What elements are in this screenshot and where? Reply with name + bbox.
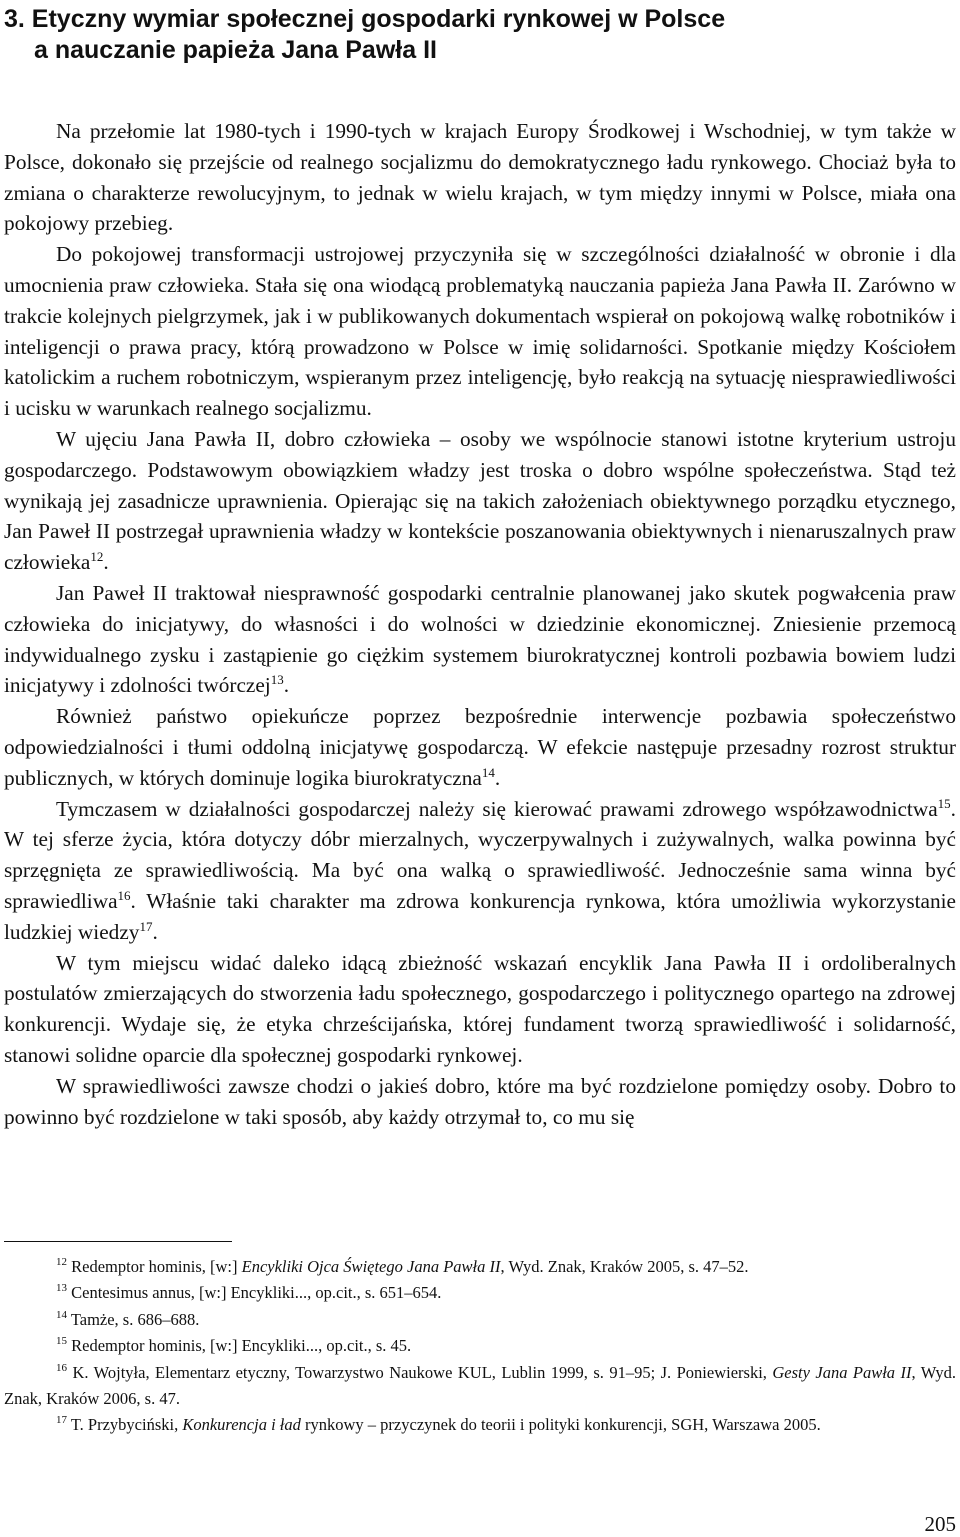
- text-run: , Wyd. Znak, Kraków 2006, s. 47.: [4, 1362, 956, 1409]
- footnote: [4, 1360, 956, 1413]
- paragraph: [4, 1071, 956, 1133]
- text-run: .: [152, 919, 158, 944]
- italic-title: Konkurencja i ład: [182, 1415, 301, 1435]
- paragraph: [4, 116, 956, 239]
- document-page: [4, 0, 956, 1132]
- text-run: Jan Paweł II traktował niesprawność gospodarki centralnie planowanej jako skutek pogwałcenia praw człowieka do inicjatywy, do własności i do wolności w dziedzinie ekonomicznej. Zniesienie przemocą indywidualnego zysku i zastąpienie go ciężkim systemem biurokratycznej kontroli pozbawia bowiem ludzi inicjatywy i zdolności twórczej: [4, 580, 956, 698]
- page-number: 205: [924, 1512, 956, 1536]
- text-run: .: [283, 673, 290, 698]
- footnote-reference: 14: [481, 764, 495, 780]
- paragraph: [4, 948, 956, 1071]
- footnote-reference: 13: [270, 672, 284, 688]
- text-run: Również państwo opiekuńcze poprzez bezpośrednie interwencje pozbawia społeczeństwo odpowiedzialności i tłumi oddolną inicjatywę gospodarczą. W efekcie następuje przesadny rozrost struktur publicznych, w których dominuje logika biurokratyczna: [4, 704, 956, 790]
- footnote-reference: 12: [90, 549, 104, 565]
- italic-title: Encykliki Ojca Świętego Jana Pawła II: [241, 1257, 501, 1276]
- chapter-heading: [4, 4, 956, 66]
- footnote-reference: 12: [56, 1256, 67, 1268]
- text-run: Tymczasem w działalności gospodarczej należy się kierować prawami zdrowego współzawodnictwa: [56, 796, 938, 821]
- text-run: W sprawiedliwości zawsze chodzi o jakieś dobro, które ma być rozdzielone pomiędzy osoby. Dobro to powinno być rozdzielone w taki sposób, aby każdy otrzymał to, co mu się: [4, 1073, 956, 1129]
- paragraph: [4, 239, 956, 424]
- footnote-reference: 16: [56, 1361, 67, 1374]
- text-run: Na przełomie lat 1980-tych i 1990-tych w krajach Europy Środkowej i Wschodniej, w tym także w Polsce, dokonało się przejście od realnego socjalizmu do demokratycznego ładu rynkowego. Chociaż była to zmiana o charakterze rewolucyjnym, to jednak w wielu krajach, w tym między innymi w Polsce, miała ona pokojowy przebieg.: [4, 119, 956, 236]
- footnote-reference: 15: [937, 795, 951, 811]
- footnote-reference: 17: [139, 918, 153, 934]
- text-run: rynkowy – przyczynek do teorii i polityki konkurencji, SGH, Warszawa 2005.: [300, 1415, 821, 1435]
- text-run: W ujęciu Jana Pawła II, dobro człowieka – osoby we wspólnocie stanowi istotne kryterium ustroju gospodarczego. Podstawowym obowiązkiem władzy jest troska o dobro wspólne społeczeństwa. Stąd też wynikają jej zasadnicze uprawnienia. Opierając się na takich założeniach obiektywnego porządku etycznego, Jan Paweł II postrzegał uprawnienia władzy w kontekście poszanowania obiektywnych i nienaruszalnych praw człowieka: [4, 426, 956, 575]
- footnote: [4, 1280, 956, 1306]
- text-run: . W tej sferze życia, która dotyczy dóbr mierzalnych, wyczerpywalnych i zużywalnych, walka powinna być sprzęgnięta ze sprawiedliwością. Ma być ona walką o sprawiedliwość. Jednocześnie sama winna być sprawiedliwa: [4, 796, 956, 913]
- paragraph: [4, 701, 956, 793]
- paragraph: [4, 424, 956, 578]
- text-run: Do pokojowej transformacji ustrojowej przyczyniła się w szczególności działalność w obronie i dla umocnienia praw człowieka. Stała się ona wiodącą problematyką nauczania papieża Jana Pawła II. Zarówno w trakcie kolejnych pielgrzymek, jak i w publikowanych dokumentach wspierał on pokojową walkę robotników i inteligencji o prawa pracy, którą prowadzono w Polsce w imię solidarności. Spotkanie między Kościołem katolickim a ruchem robotniczym, wspieranym przez inteligencję, było reakcją na sytuację niesprawiedliwości i ucisku w warunkach realnego socjalizmu.: [4, 242, 956, 421]
- text-run: T. Przybyciński,: [67, 1415, 183, 1435]
- text-run: W tym miejscu widać daleko idącą zbieżność wskazań encyklik Jana Pawła II i ordoliberalnych postulatów zmierzających do stworzenia ładu społecznego, gospodarczego i politycznego opartego na zdrowej konkurencji. Wydaje się, że etyka chrześcijańska, której fundament tworzą sprawiedliwość i solidarność, stanowi solidne oparcie dla społecznej gospodarki rynkowej.: [4, 950, 956, 1067]
- text-run: Centesimus annus, [w:] Encykliki..., op.cit., s. 651–654.: [67, 1283, 442, 1303]
- footnotes: [4, 1254, 956, 1439]
- paragraph: [4, 794, 956, 948]
- footnote: [4, 1333, 956, 1359]
- footnote-reference: 14: [56, 1308, 67, 1321]
- footnote: [4, 1412, 956, 1438]
- text-run: .: [103, 550, 109, 575]
- footnote-reference: 15: [56, 1335, 67, 1348]
- text-run: Tamże, s. 686–688.: [67, 1309, 200, 1329]
- text-run: Redemptor hominis, [w:] Encykliki..., op.cit., s. 45.: [67, 1336, 412, 1356]
- italic-title: Gesty Jana Pawła II: [772, 1362, 912, 1382]
- body-text: [4, 116, 956, 1132]
- text-run: K. Wojtyła, Elementarz etyczny, Towarzystwo Naukowe KUL, Lublin 1999, s. 91–95; J. Poniewierski,: [67, 1362, 773, 1382]
- footnote-separator: [4, 1241, 232, 1242]
- footnote-reference: 13: [56, 1282, 67, 1295]
- paragraph: [4, 578, 956, 701]
- text-run: .: [494, 765, 501, 790]
- footnote: [4, 1254, 956, 1280]
- footnote: [4, 1307, 956, 1333]
- footnote-reference: 17: [56, 1414, 67, 1427]
- chapter-heading-line-2: a nauczanie papieża Jana Pawła II: [34, 36, 437, 64]
- chapter-heading-line-1: 3. Etyczny wymiar społecznej gospodarki rynkowej w Polsce: [4, 5, 726, 33]
- text-run: , Wyd. Znak, Kraków 2005, s. 47–52.: [500, 1257, 749, 1276]
- text-run: . Właśnie taki charakter ma zdrowa konkurencja rynkowa, która umożliwia wykorzystanie ludzkiej wiedzy: [4, 888, 956, 944]
- text-run: Redemptor hominis, [w:]: [67, 1257, 242, 1276]
- footnote-reference: 16: [117, 887, 131, 903]
